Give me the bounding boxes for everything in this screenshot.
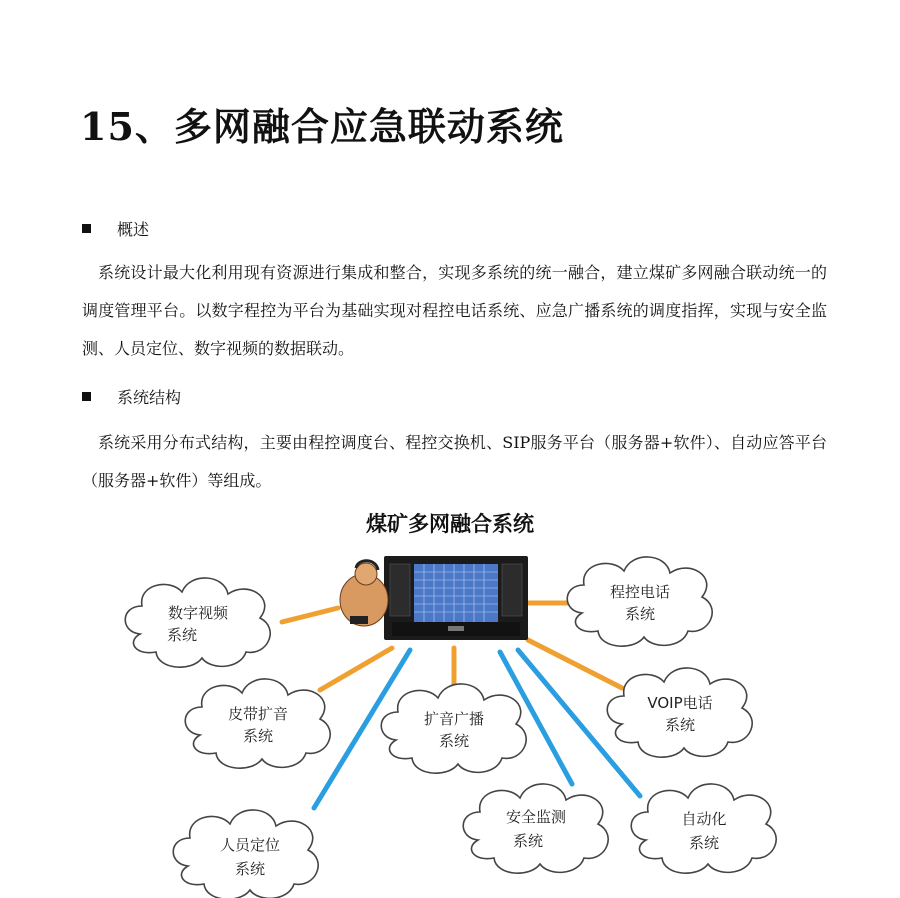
cloud-label-line1: 数字视频 — [167, 604, 229, 622]
cloud-voip-phone — [607, 668, 752, 757]
cloud-label-line1: 自动化 — [681, 810, 727, 828]
diagram-title: 煤矿多网融合系统 — [366, 512, 534, 536]
overview-paragraph: 系统设计最大化利用现有资源进行集成和整合，实现多系统的统一融合，建立煤矿多网融合联动统一的调度管理平台。以数字程控为平台为基础实现对程控电话系统、应急广播系统的调度指挥，实现与安全监测、人员定位、数字视频的数据联动。 — [82, 263, 827, 358]
cloud-label-line1: 扩音广播 — [423, 710, 485, 728]
cloud-belt-pa — [185, 679, 330, 768]
switch-device-icon — [384, 556, 528, 640]
cloud-label-line1: 程控电话 — [609, 583, 671, 601]
cloud-label-line1: VOIP电话 — [647, 694, 713, 712]
cloud-pa-broadcast — [381, 684, 526, 773]
cloud-label-line2: 系统 — [438, 732, 470, 750]
cloud-safety-monitoring — [463, 784, 608, 873]
structure-paragraph: 系统采用分布式结构，主要由程控调度台、程控交换机、SIP服务平台（服务器+软件）、自动应答平台（服务器+软件）等组成。 — [82, 433, 827, 490]
cloud-label-line1: 人员定位 — [219, 836, 281, 854]
cloud-pstn-phone — [567, 557, 712, 646]
connector-line — [320, 648, 392, 690]
section-heading-label: 概述 — [117, 220, 150, 239]
cloud-label-line1: 安全监测 — [505, 808, 567, 826]
cloud-label-line1: 皮带扩音 — [227, 705, 289, 723]
cloud-personnel-positioning — [173, 810, 318, 898]
cloud-label-line2: 系统 — [166, 626, 198, 644]
cloud-label-line2: 系统 — [688, 834, 720, 852]
cloud-label-line2: 系统 — [242, 727, 274, 745]
connector-line — [282, 608, 338, 622]
cloud-label-line2: 系统 — [664, 716, 696, 734]
page-title: 15、多网融合应急联动系统 — [80, 104, 564, 149]
cloud-label-line2: 系统 — [512, 832, 544, 850]
section-heading-label: 系统结构 — [117, 388, 182, 407]
cloud-automation — [631, 784, 776, 873]
operator-icon — [340, 561, 388, 626]
cloud-digital-video — [125, 578, 270, 667]
cloud-label-line2: 系统 — [624, 605, 656, 623]
cloud-label-line2: 系统 — [234, 860, 266, 878]
